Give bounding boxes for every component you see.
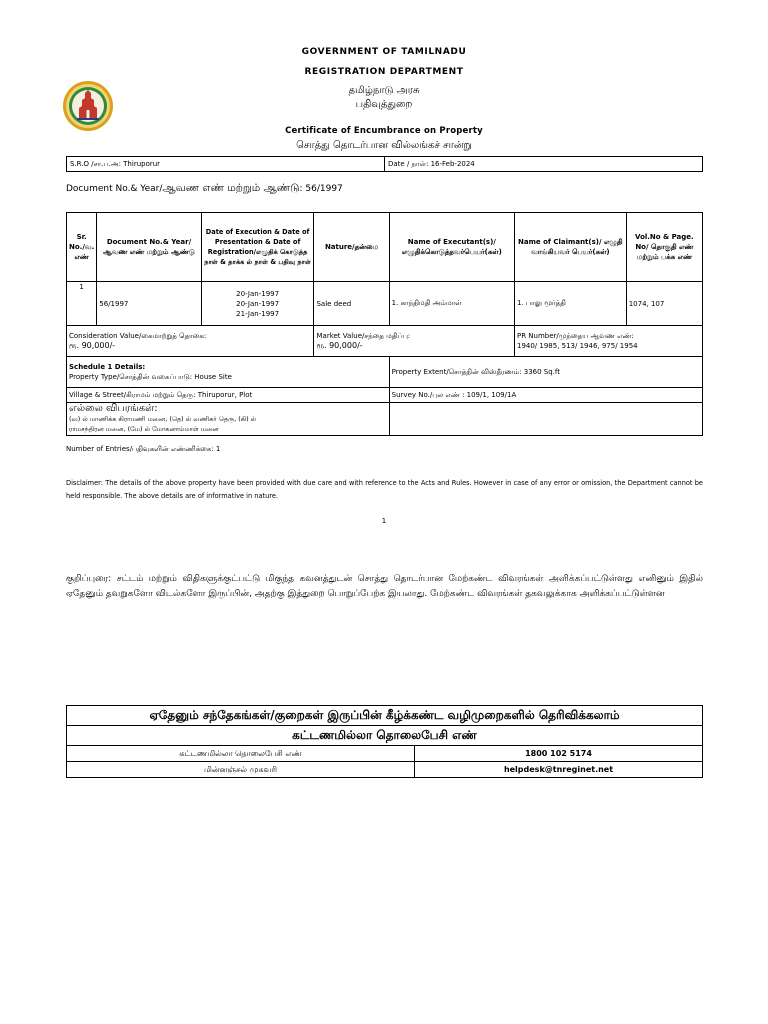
consideration-label: Consideration Value/கைமாற்றுத் தொகை:: [69, 332, 207, 340]
header-claimant: Name of Claimant(s)/ எழுதி வாங்கியவர் பெயர்(கள்): [514, 213, 626, 282]
property-type: Property Type/சொத்தின் வகைப்பாடு: House Site: [69, 373, 232, 381]
email-label: மின்னஞ்சல் முகவரி: [67, 762, 415, 778]
entry-serial-number: 1: [67, 282, 97, 326]
consideration-cell: [67, 326, 314, 357]
header-executant: Name of Executant(s)/ எழுதிக்கொடுத்தவர்பெயர்(கள்): [389, 213, 514, 282]
pr-number-value: 1940/ 1985, 513/ 1946, 975/ 1954: [516, 342, 638, 350]
entry-presentation-date: 20-Jan-1997: [236, 299, 280, 308]
survey-number: Survey No./புல எண் : 109/1, 109/1A: [389, 388, 702, 403]
property-extent: Property Extent/சொத்தின் விஸ்தீரணம்: 3360 Sq.ft: [389, 357, 702, 388]
helpline-table: [66, 705, 703, 778]
certificate-title: Certificate of Encumbrance on Property: [285, 126, 483, 136]
tamilnadu-emblem-icon: [62, 80, 114, 132]
market-value-value: ரூ. 90,000/-: [316, 341, 363, 350]
empty-cell: [389, 403, 702, 436]
entry-execution-date: 20-Jan-1997: [236, 289, 280, 298]
consideration-value: ரூ. 90,000/-: [69, 341, 116, 350]
table-row: [67, 403, 703, 436]
boundaries-cell: [67, 403, 390, 436]
market-value-cell: [314, 326, 515, 357]
table-row: [67, 326, 703, 357]
phone-label: கட்டணமில்லா தொலைபேசி எண்: [67, 746, 415, 762]
table-row: [67, 388, 703, 403]
document-number-label: Document No.& Year/: [66, 184, 163, 194]
schedule-details-cell: [67, 357, 390, 388]
village-street: Village & Street/கிராமம் மற்றும் தெரு: Thiruporur, Plot: [67, 388, 390, 403]
header-nature: Nature/தன்மை: [314, 213, 389, 282]
tamil-note: குறிப்புரை: சட்டம் மற்றும் விதிகளுக்குட்பட்டு மிகுந்த கவனத்துடன் சொத்து தொடர்பான மேற்கண்ட விவரங்கள் அளிக்கப்பட்டுள்ளது எனினும் இதில் ஏதேனும் தவறுகளோ விடல்களோ இருப்பின், அதற்கு இத்துறை பொறுப்பேற்க இயலாது. மேற்கண்ட விவரங்கள் தகவலுக்காக அளிக்கப்பட்டுள்ளன: [66, 574, 703, 599]
department-heading: REGISTRATION DEPARTMENT: [304, 67, 464, 77]
boundaries-line-2: ராமசந்திரன மனை, (மே) ல் மோகனாம்மாள் மனை: [69, 425, 219, 433]
header-serial-number: Sr. No./வ. எண்: [67, 213, 97, 282]
page-number: 1: [381, 517, 387, 525]
number-of-entries: Number of Entries/பதிவுகளின் எண்ணிக்கை: 1: [66, 445, 221, 453]
header-volume-page: Vol.No & Page. No/ தொகுதி எண் மற்றும் பக்க எண்: [626, 213, 702, 282]
department-heading-tamil: பதிவுத்துறை: [355, 99, 413, 110]
disclaimer-text: Disclaimer: The details of the above property have been provided with due care and with reference to the Acts and Rules. However in case of any error or omission, the Department cannot be held responsible. The above details are of informative in nature.: [66, 479, 703, 500]
document-number-value: : 56/1997: [299, 184, 343, 194]
header-document-number: Document No.& Year/ ஆவண எண் மற்றும் ஆண்டு: [97, 213, 201, 282]
helpline-heading: ஏதேனும் சந்தேகங்கள்/குறைகள் இருப்பின் கீழ்க்கண்ட வழிமுறைகளில் தெரிவிக்கலாம்: [67, 706, 703, 726]
phone-number: 1800 102 5174: [415, 746, 703, 762]
schedule-title: Schedule 1 Details:: [69, 363, 146, 371]
pr-number-cell: [514, 326, 702, 357]
entry-dates: [201, 282, 314, 326]
boundaries-line-1: (வ) ல் மாணிக்க கிராமணி மனை, (தெ) ல் வணிகர் தெரு, (கி) ல்: [69, 415, 257, 423]
encumbrance-table: [66, 212, 703, 436]
table-row: [67, 282, 703, 326]
entry-registration-date: 21-Jan-1997: [236, 309, 280, 318]
date-label: Date / நாள்: 16-Feb-2024: [385, 157, 703, 172]
government-heading: GOVERNMENT OF TAMILNADU: [301, 47, 467, 57]
entry-document-number: 56/1997: [97, 282, 201, 326]
table-header-row: [67, 213, 703, 282]
helpline-subheading: கட்டணமில்லா தொலைபேசி எண்: [67, 726, 703, 746]
header-dates: Date of Execution & Date of Presentation & Date of Registration/எழுதிக் கொடுத்த நாள் & தாக்க ல் நாள் & பதிவு நாள்: [201, 213, 314, 282]
boundaries-title: எல்லை விபரங்கள்:: [69, 403, 158, 414]
entry-nature: Sale deed: [314, 282, 389, 326]
entry-executant: 1. காந்திமதி அம்மாள்: [389, 282, 514, 326]
market-value-label: Market Value/சந்தை மதிப்பு:: [316, 332, 411, 340]
entry-volume-page: 1074, 107: [626, 282, 702, 326]
document-number-line: [66, 182, 343, 195]
document-number-label-tamil: ஆவண எண் மற்றும் ஆண்டு: [162, 182, 300, 194]
certificate-title-tamil: சொத்து தொடர்பான வில்லங்கச் சான்று: [296, 140, 472, 151]
table-row: [67, 357, 703, 388]
sro-label: S.R.O /சா.ப.அ: Thiruporur: [67, 157, 385, 172]
pr-number-label: PR Number/முந்தைய ஆவண எண்:: [516, 332, 634, 340]
government-heading-tamil: தமிழ்நாடு அரசு: [348, 85, 420, 96]
entry-claimant: 1. பாலு மூர்த்தி: [514, 282, 626, 326]
email-address: helpdesk@tnreginet.net: [415, 762, 703, 778]
sro-date-table: [66, 156, 703, 172]
